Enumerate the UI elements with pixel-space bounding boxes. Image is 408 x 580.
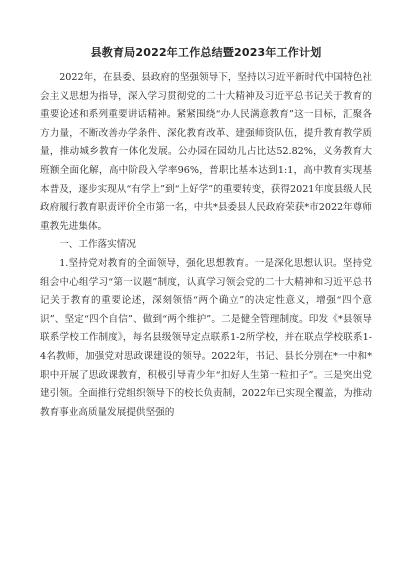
document-title: 县教育局2022年工作总结暨2023年工作计划 — [90, 46, 322, 59]
body-paragraph: 1.坚持党对教育的全面领导，强化思想教育。一是深化思想认识。坚持党组会中心组学习“第一议题”制度，认真学习领会党的二十大精神和习近平总书记关于教育的重要论述，深刻领悟“两个确立”的决定性意义，增强“四个意识”、坚定“四个自信”、做到“两个维护”。二是健全管理制度。印发《*县领导联系学校工作制度》，每名县级领导定点联系1-2所学校，并在联点学校联系1-4名教师，加强党对思政课建设的领导。2022年，书记、县长分别在*一中和*职中开展了思政课教育，积极引导青少年“扣好人生第一粒扣子”。三是突出党建引领。全面推行党组织领导下的校长负责制，2022年已实现全覆盖，为推动教育事业高质量发展提供坚强的 — [40, 257, 372, 418]
intro-paragraph: 2022年，在县委、县政府的坚强领导下，坚持以习近平新时代中国特色社会主义思想为指导，深入学习贯彻党的二十大精神及习近平总书记关于教育的重要论述和系列重要讲话精神。紧紧围绕“办人民满意教育”这一目标，汇聚各方力量，不断改善办学条件、深化教育改革、建强师资队伍，提升教育教学质量，推动城乡教育一体化发展。公办园在园幼儿占比达52.82%，义务教育大班额全面化解，高中阶段入学率96%，普职比基本达到1:1，高中教育实现基本普及，逐步实现从“有学上”到“上好学”的重要转变，获得2021年度县级人民政府履行教育职责评价全市第一名，中共*县委县人民政府荣获*市2022年尊师重教先进集体。 — [40, 72, 372, 232]
section-heading: 一、工作落实情况 — [59, 239, 136, 251]
document-page — [40, 44, 372, 422]
